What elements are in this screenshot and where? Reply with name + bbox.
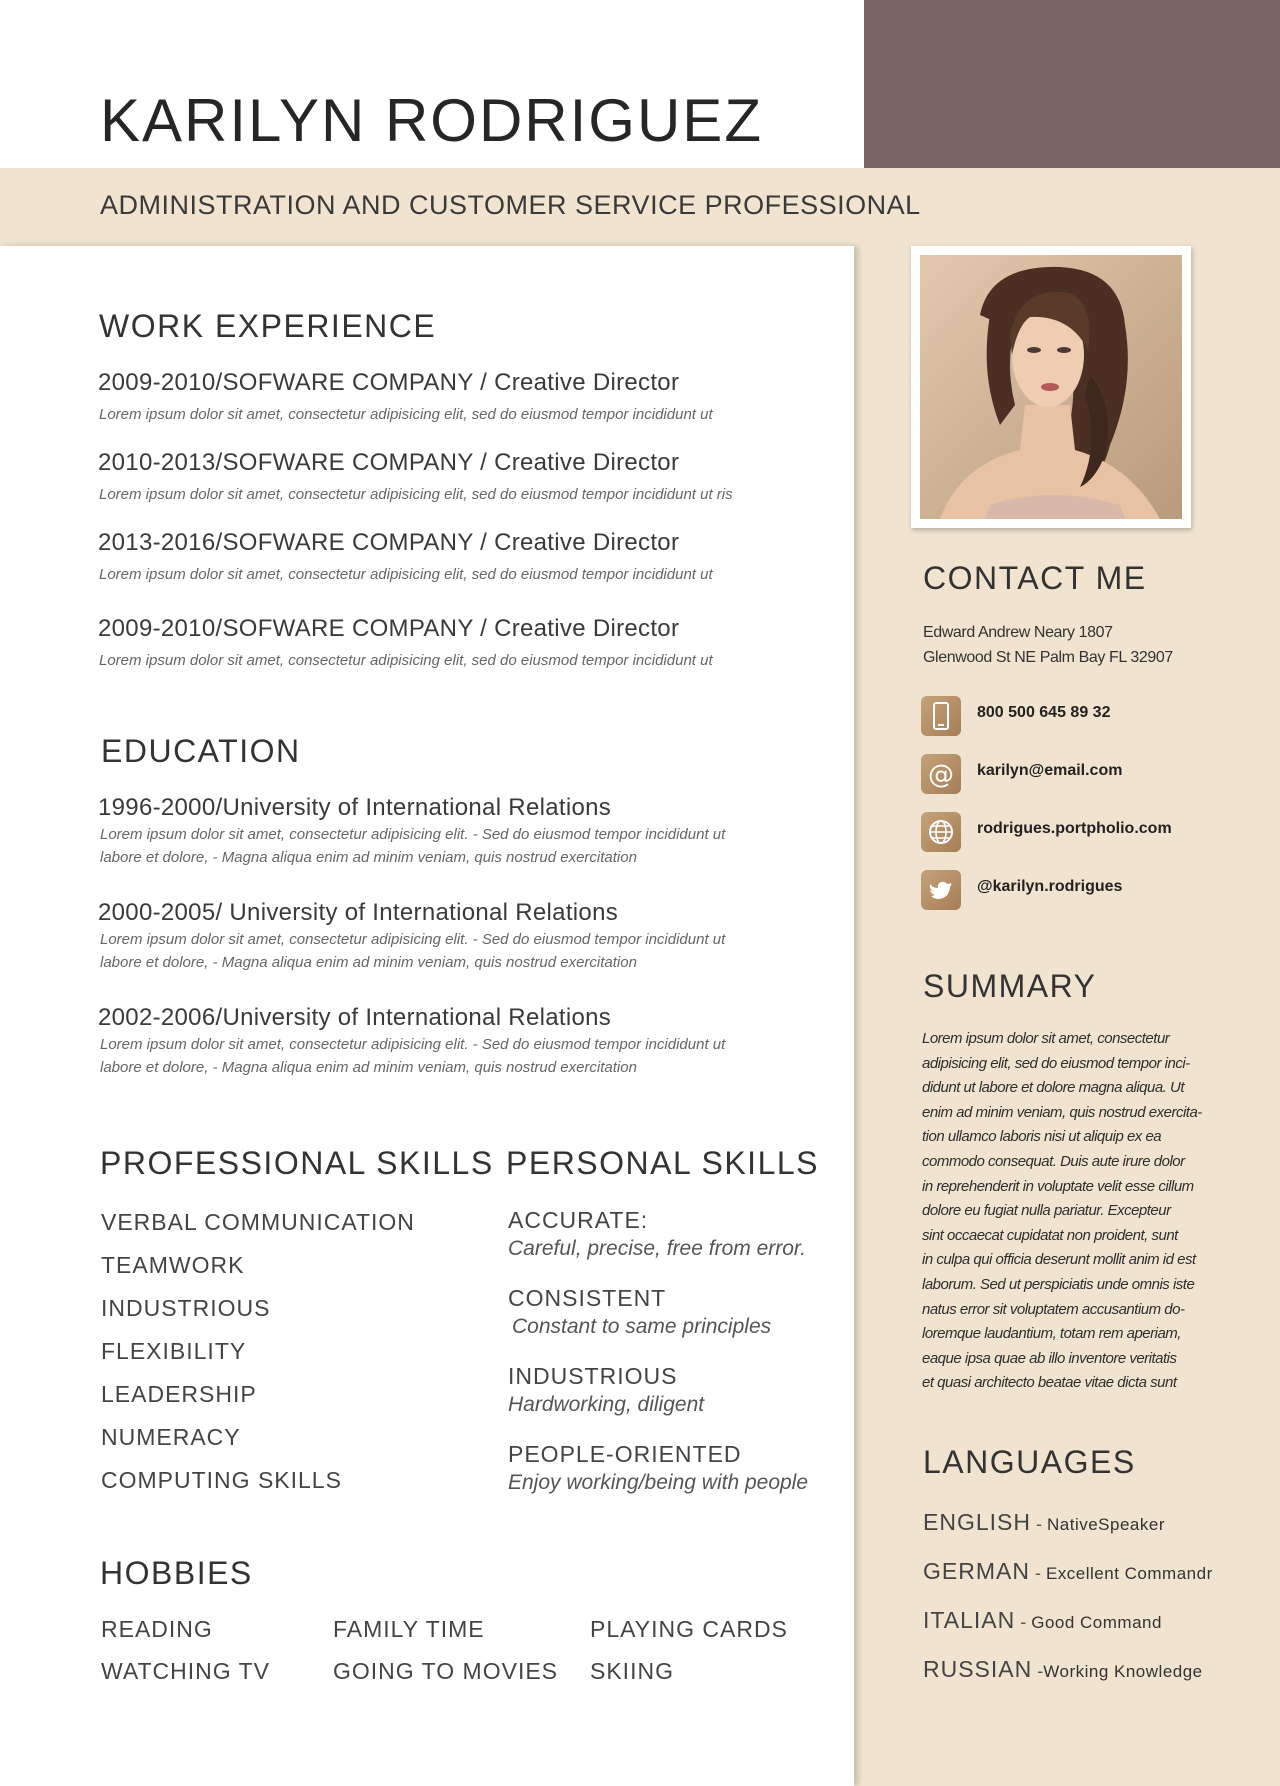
education-item-heading: 2002-2006/University of International Relations (98, 1004, 612, 1031)
summary-line: in culpa qui officia deserunt mollit anim id est (922, 1251, 1196, 1269)
hobby-item: SKIING (590, 1658, 674, 1684)
work-experience-title: WORK EXPERIENCE (99, 308, 437, 344)
hobby-item: GOING TO MOVIES (333, 1658, 559, 1684)
summary-line: tion ullamco laboris nisi ut aliquip ex ea (922, 1128, 1162, 1146)
twitter-handle[interactable]: @karilyn.rodrigues (977, 878, 1123, 895)
hobbies-title: HOBBIES (100, 1555, 253, 1591)
language-name: ENGLISH (923, 1509, 1031, 1535)
summary-text (922, 1027, 1217, 1396)
professional-skill-item: NUMERACY (101, 1424, 241, 1450)
portrait-illustration (920, 255, 1182, 519)
summary-line: in reprehenderit in voluptate velit esse cillum (922, 1177, 1194, 1195)
summary-line: commodo consequat. Duis aute irure dolor (922, 1152, 1185, 1170)
education-desc-line: Lorem ipsum dolor sit amet, consectetur adipisicing elit. - Sed do eiusmod tempor incididunt ut (100, 1036, 726, 1053)
personal-skill-desc: Constant to same principles (512, 1315, 772, 1338)
personal-skill-name: CONSISTENT (508, 1285, 667, 1311)
language-item (923, 1509, 1165, 1536)
language-separator: - (1030, 1514, 1047, 1534)
language-level: Good Command (1031, 1613, 1162, 1632)
professional-skill-item: FLEXIBILITY (101, 1338, 247, 1364)
professional-skill-item: TEAMWORK (101, 1252, 245, 1278)
summary-line: adipisicing elit, sed do eiusmod tempor inci- (922, 1054, 1190, 1072)
work-item-desc: Lorem ipsum dolor sit amet, consectetur adipisicing elit, sed do eiusmod tempor incididunt ut (99, 566, 713, 583)
address-line: Glenwood St NE Palm Bay FL 32907 (923, 649, 1173, 666)
phone-icon (921, 696, 961, 736)
work-item-desc: Lorem ipsum dolor sit amet, consectetur adipisicing elit, sed do eiusmod tempor incididunt ut (99, 652, 713, 669)
summary-line: enim ad minim veniam, quis nostrud exercita- (922, 1103, 1202, 1121)
contact-title: CONTACT ME (923, 560, 1147, 596)
twitter-icon (921, 870, 961, 910)
svg-text:@: @ (928, 760, 954, 790)
language-item (923, 1558, 1213, 1585)
personal-skill-name: INDUSTRIOUS (508, 1363, 678, 1389)
education-item-heading: 1996-2000/University of International Relations (98, 794, 612, 821)
work-item-desc: Lorem ipsum dolor sit amet, consectetur adipisicing elit, sed do eiusmod tempor incididunt ut ris (99, 486, 733, 503)
language-level: Working Knowledge (1043, 1662, 1203, 1681)
work-item-heading: 2009-2010/SOFWARE COMPANY / Creative Director (98, 615, 680, 642)
at-icon (921, 754, 961, 794)
work-item-desc: Lorem ipsum dolor sit amet, consectetur adipisicing elit, sed do eiusmod tempor incididunt ut (99, 406, 713, 423)
email-address[interactable]: karilyn@email.com (977, 762, 1123, 779)
work-item-heading: 2013-2016/SOFWARE COMPANY / Creative Director (98, 529, 680, 556)
professional-skill-item: LEADERSHIP (101, 1381, 257, 1407)
summary-line: Lorem ipsum dolor sit amet, consectetur (922, 1030, 1170, 1047)
summary-line: didunt ut labore et dolore magna aliqua. Ut (922, 1079, 1185, 1097)
professional-skills-title: PROFESSIONAL SKILLS (100, 1145, 494, 1181)
education-item-heading: 2000-2005/ University of International Relations (98, 899, 619, 926)
summary-line: sint occaecat cupidatat non proident, sunt (922, 1226, 1178, 1244)
hobby-item: READING (101, 1616, 213, 1642)
personal-skills-title: PERSONAL SKILLS (506, 1145, 819, 1181)
hobby-item: FAMILY TIME (333, 1616, 485, 1642)
profile-photo-frame (911, 246, 1191, 528)
professional-skill-item: INDUSTRIOUS (101, 1295, 271, 1321)
website-url[interactable]: rodrigues.portpholio.com (977, 820, 1172, 837)
candidate-name: KARILYN RODRIGUEZ (100, 87, 763, 154)
language-separator: - (1015, 1612, 1032, 1632)
phone-number[interactable]: 800 500 645 89 32 (977, 704, 1111, 721)
education-desc-line: labore et dolore, - Magna aliqua enim ad minim veniam, quis nostrud exercitation (100, 849, 637, 866)
summary-line: laborum. Sed ut perspiciatis unde omnis iste (922, 1275, 1195, 1293)
summary-line: et quasi architecto beatae vitae dicta sunt (922, 1374, 1177, 1392)
language-name: RUSSIAN (923, 1656, 1033, 1682)
language-item (923, 1607, 1162, 1634)
profile-photo (920, 255, 1182, 519)
candidate-subtitle: ADMINISTRATION AND CUSTOMER SERVICE PROFESSIONAL (100, 190, 921, 220)
education-desc-line: labore et dolore, - Magna aliqua enim ad minim veniam, quis nostrud exercitation (100, 1059, 637, 1076)
education-desc-line: Lorem ipsum dolor sit amet, consectetur adipisicing elit. - Sed do eiusmod tempor incididunt ut (100, 931, 726, 948)
language-separator: - (1029, 1563, 1046, 1583)
address-line: Edward Andrew Neary 1807 (923, 624, 1113, 641)
language-level: Excellent Commandr (1045, 1564, 1213, 1583)
work-item-heading: 2010-2013/SOFWARE COMPANY / Creative Director (98, 449, 680, 476)
education-desc-line: Lorem ipsum dolor sit amet, consectetur adipisicing elit. - Sed do eiusmod tempor incididunt ut (100, 826, 726, 843)
language-item (923, 1656, 1203, 1683)
language-level: NativeSpeaker (1046, 1515, 1165, 1534)
education-desc-line: labore et dolore, - Magna aliqua enim ad minim veniam, quis nostrud exercitation (100, 954, 637, 971)
summary-line: eaque ipsa quae ab illo inventore veritatis (922, 1349, 1177, 1367)
hobby-item: PLAYING CARDS (590, 1616, 788, 1642)
education-title: EDUCATION (101, 733, 301, 769)
professional-skill-item: COMPUTING SKILLS (101, 1467, 342, 1493)
summary-line: natus error sit voluptatem accusantium do- (922, 1300, 1185, 1318)
language-separator: - (1032, 1661, 1044, 1681)
header-accent-block (864, 0, 1280, 168)
summary-line: loremque laudantium, totam rem aperiam, (922, 1325, 1181, 1343)
personal-skill-desc: Hardworking, diligent (508, 1393, 705, 1416)
education-item-desc (100, 928, 800, 974)
hobby-item: WATCHING TV (101, 1658, 271, 1684)
languages-title: LANGUAGES (923, 1444, 1136, 1480)
work-item-heading: 2009-2010/SOFWARE COMPANY / Creative Director (98, 369, 680, 396)
language-name: GERMAN (923, 1558, 1030, 1584)
contact-address (923, 620, 1173, 670)
personal-skill-desc: Enjoy working/being with people (508, 1471, 809, 1494)
language-name: ITALIAN (923, 1607, 1016, 1633)
education-item-desc (100, 1033, 800, 1079)
professional-skill-item: VERBAL COMMUNICATION (101, 1209, 415, 1235)
personal-skill-name: PEOPLE-ORIENTED (508, 1441, 742, 1467)
education-item-desc (100, 823, 800, 869)
personal-skill-desc: Careful, precise, free from error. (508, 1237, 806, 1260)
summary-title: SUMMARY (923, 968, 1097, 1004)
summary-line: dolore eu fugiat nulla pariatur. Excepteur (922, 1202, 1171, 1220)
personal-skill-name: ACCURATE: (508, 1207, 649, 1233)
globe-icon (921, 812, 961, 852)
